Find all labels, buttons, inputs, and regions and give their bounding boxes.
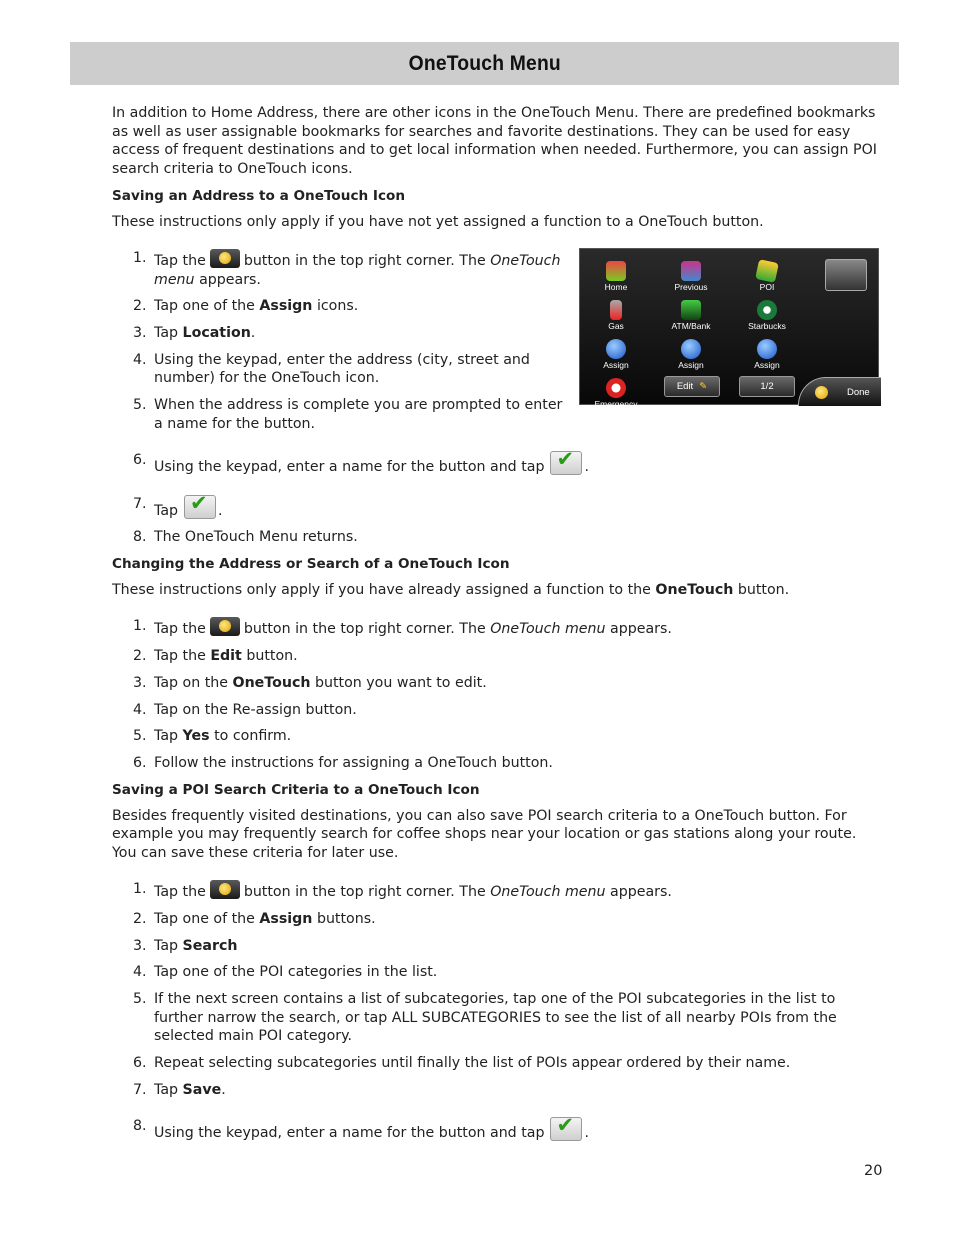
step-number: 5. bbox=[133, 728, 147, 745]
step-number: 3. bbox=[133, 674, 147, 691]
lead-text: These instructions only apply if you have already assigned a function to the bbox=[112, 581, 651, 598]
poi-map-icon bbox=[755, 259, 779, 283]
checkmark-icon bbox=[184, 495, 216, 519]
tile-label: POI bbox=[759, 282, 775, 292]
list-item bbox=[112, 1117, 882, 1143]
list-item bbox=[112, 495, 882, 521]
step-number: 2. bbox=[133, 648, 147, 665]
step-text: button in the top right corner. The bbox=[243, 253, 486, 269]
step-bold: Save bbox=[182, 1081, 222, 1098]
step-text: Tap bbox=[154, 325, 179, 342]
checkmark-icon bbox=[550, 451, 582, 475]
tile-home bbox=[586, 261, 646, 292]
checkmark-icon bbox=[550, 1117, 582, 1141]
tile-label: Emergency bbox=[594, 399, 638, 409]
step-text: button. bbox=[246, 648, 298, 665]
step-text: Tap the bbox=[154, 884, 206, 901]
list-item bbox=[112, 754, 882, 773]
section-heading-saving-address: Saving an Address to a OneTouch Icon bbox=[112, 188, 406, 204]
tile-emergency bbox=[586, 378, 646, 409]
previous-icon bbox=[681, 261, 701, 281]
step-text: Tap the bbox=[154, 648, 206, 665]
tile-label: Home bbox=[604, 282, 628, 292]
assign-arrow-icon bbox=[606, 339, 626, 359]
step-text: Tap the bbox=[154, 621, 206, 638]
step-number: 3. bbox=[133, 325, 147, 342]
pencil-icon: ✎ bbox=[699, 381, 708, 392]
tile-label: Assign bbox=[678, 360, 704, 370]
step-text: Using the keypad, enter a name for the button and tap bbox=[154, 459, 545, 476]
step-number: 1. bbox=[133, 881, 147, 898]
step-number: 7. bbox=[133, 1081, 147, 1098]
step-number: 5. bbox=[133, 397, 147, 414]
step-number: 5. bbox=[133, 991, 147, 1008]
step-number: 6. bbox=[133, 452, 147, 469]
step-text: button in the top right corner. The bbox=[243, 621, 486, 638]
page-number: 20 bbox=[864, 1163, 883, 1179]
step-bold: Search bbox=[182, 937, 238, 954]
step-text: The OneTouch Menu returns. bbox=[154, 529, 358, 546]
step-bold: Edit bbox=[210, 648, 242, 665]
step-text: Tap one of the POI categories in the list. bbox=[154, 964, 438, 981]
starbucks-logo-icon bbox=[757, 300, 777, 320]
list-item bbox=[112, 324, 569, 343]
step-number: 4. bbox=[133, 701, 147, 718]
tile-assign-2 bbox=[661, 339, 721, 370]
list-item bbox=[112, 528, 882, 547]
tile-gas bbox=[586, 300, 646, 331]
step-text: When the address is complete you are prompted to enter a name for the button. bbox=[154, 397, 563, 432]
list-item bbox=[112, 701, 882, 720]
step-text: Tap bbox=[154, 1081, 179, 1098]
header-bar bbox=[70, 42, 899, 85]
list-item bbox=[112, 617, 882, 639]
step-number: 2. bbox=[133, 910, 147, 927]
step-bold: Yes bbox=[182, 728, 210, 745]
tile-assign-1 bbox=[586, 339, 646, 370]
list-item bbox=[112, 880, 882, 902]
onetouch-icon bbox=[210, 880, 240, 899]
step-number: 4. bbox=[133, 964, 147, 981]
atm-icon bbox=[681, 300, 701, 320]
step-text: Follow the instructions for assigning a OneTouch button. bbox=[154, 755, 553, 772]
list-item bbox=[112, 674, 882, 693]
onetouch-icon bbox=[210, 617, 240, 636]
step-text: Tap the bbox=[154, 253, 206, 269]
home-icon bbox=[606, 261, 626, 281]
tile-label: Starbucks bbox=[748, 321, 786, 331]
steps-list bbox=[112, 617, 882, 772]
steps-list bbox=[112, 880, 882, 1143]
onetouch-ball-icon bbox=[815, 386, 828, 399]
tile-label: Previous bbox=[674, 282, 708, 292]
page-indicator-label: 1/2 bbox=[760, 381, 774, 392]
list-item bbox=[112, 249, 569, 289]
list-item bbox=[112, 1054, 882, 1073]
step-text: Tap on the Re-assign button. bbox=[154, 701, 357, 718]
list-item bbox=[112, 396, 569, 433]
section-heading-changing-address: Changing the Address or Search of a OneTouch Icon bbox=[112, 556, 510, 573]
step-text: . bbox=[584, 1125, 589, 1142]
tile-poi bbox=[737, 261, 797, 292]
list-item bbox=[112, 1081, 882, 1100]
assign-arrow-icon bbox=[757, 339, 777, 359]
tile-label: Assign bbox=[754, 360, 780, 370]
section-lead bbox=[112, 581, 882, 600]
step-bold: Location bbox=[182, 325, 251, 342]
section-heading-saving-poi: Saving a POI Search Criteria to a OneTouch Icon bbox=[112, 782, 480, 799]
edit-label: Edit bbox=[676, 381, 694, 392]
done-button bbox=[798, 377, 881, 406]
lead-text: button. bbox=[737, 581, 790, 598]
list-item bbox=[112, 990, 882, 1046]
gas-pump-icon bbox=[610, 300, 622, 320]
step-emphasis: OneTouch menu bbox=[490, 884, 606, 901]
assign-arrow-icon bbox=[681, 339, 701, 359]
step-text: buttons. bbox=[316, 910, 376, 927]
tile-previous bbox=[661, 261, 721, 292]
tile-label: Assign bbox=[603, 360, 629, 370]
tile-label: ATM/Bank bbox=[671, 321, 711, 331]
step-text: . bbox=[584, 459, 589, 476]
list-item bbox=[112, 297, 569, 316]
step-number: 1. bbox=[133, 618, 147, 635]
list-item bbox=[112, 937, 882, 956]
step-text: Tap one of the bbox=[154, 298, 255, 315]
list-item bbox=[112, 910, 882, 929]
step-text: . bbox=[250, 325, 256, 342]
step-text: icons. bbox=[316, 298, 359, 315]
step-emphasis: OneTouch menu bbox=[154, 253, 561, 288]
step-number: 4. bbox=[133, 351, 147, 368]
page-title: OneTouch Menu bbox=[408, 51, 561, 75]
list-item bbox=[112, 351, 569, 388]
step-text: Tap bbox=[154, 728, 179, 745]
dashboard-icon bbox=[825, 259, 867, 291]
step-text: . bbox=[218, 502, 223, 519]
step-text: Tap on the bbox=[154, 674, 228, 691]
section-lead: These instructions only apply if you have not yet assigned a function to a OneTouch button. bbox=[112, 213, 764, 230]
step-bold: Assign bbox=[259, 298, 313, 315]
step-number: 1. bbox=[133, 250, 147, 266]
lead-bold: OneTouch bbox=[655, 581, 734, 598]
step-bold: Assign bbox=[259, 910, 313, 927]
step-text: button you want to edit. bbox=[314, 674, 487, 691]
section-lead: Besides frequently visited destinations, you can also save POI search criteria to a OneTouch button. For example you may frequently search for coffee shops near your location or gas stations along your route. You can save these criteria for later use. bbox=[112, 807, 857, 861]
step-text: Using the keypad, enter the address (city, street and number) for the OneTouch icon. bbox=[154, 351, 530, 387]
emergency-cross-icon bbox=[606, 378, 626, 398]
step-number: 7. bbox=[133, 495, 147, 512]
step-text: appears. bbox=[199, 271, 261, 288]
done-label: Done bbox=[847, 387, 870, 398]
intro-paragraph: In addition to Home Address, there are other icons in the OneTouch Menu. There are predefined bookmarks as well as user assignable bookmarks for searches and favorite destinations. They can be used for easy access of frequent destinations and to get local information when needed. Furthermore, you can assign POI search criteria to OneTouch icons. bbox=[112, 105, 877, 177]
step-text: Using the keypad, enter a name for the button and tap bbox=[154, 1125, 545, 1142]
step-text: If the next screen contains a list of subcategories, tap one of the POI subcategories in the list to further narrow the search, or tap ALL SUBCATEGORIES to see the list of all nearby POIs from the selected main POI category. bbox=[154, 991, 837, 1045]
step-text: Tap one of the bbox=[154, 910, 255, 927]
tile-label: Gas bbox=[608, 321, 624, 331]
step-number: 6. bbox=[133, 1055, 147, 1072]
step-text: Repeat selecting subcategories until finally the list of POIs appear ordered by their name. bbox=[154, 1055, 791, 1072]
page-indicator-button bbox=[739, 376, 795, 397]
onetouch-menu-screenshot bbox=[579, 248, 879, 409]
step-number: 6. bbox=[133, 755, 147, 772]
step-text: to confirm. bbox=[214, 728, 292, 745]
step-text: appears. bbox=[610, 884, 672, 901]
step-number: 8. bbox=[133, 529, 147, 546]
step-bold: OneTouch bbox=[232, 674, 311, 691]
tile-starbucks bbox=[737, 300, 797, 331]
tile-atm-bank bbox=[661, 300, 721, 331]
step-text: Tap bbox=[154, 502, 179, 519]
step-emphasis: OneTouch menu bbox=[490, 621, 606, 638]
step-text: . bbox=[221, 1081, 226, 1098]
step-number: 3. bbox=[133, 937, 147, 954]
onetouch-icon bbox=[210, 249, 240, 268]
list-item bbox=[112, 647, 882, 666]
step-text: button in the top right corner. The bbox=[243, 884, 486, 901]
step-number: 2. bbox=[133, 298, 147, 315]
list-item bbox=[112, 727, 882, 746]
tile-assign-3 bbox=[737, 339, 797, 370]
edit-button bbox=[664, 376, 720, 397]
list-item bbox=[112, 963, 882, 982]
step-number: 8. bbox=[133, 1118, 147, 1135]
list-item bbox=[112, 451, 882, 477]
step-text: Tap bbox=[154, 937, 179, 954]
step-text: appears. bbox=[610, 621, 672, 638]
